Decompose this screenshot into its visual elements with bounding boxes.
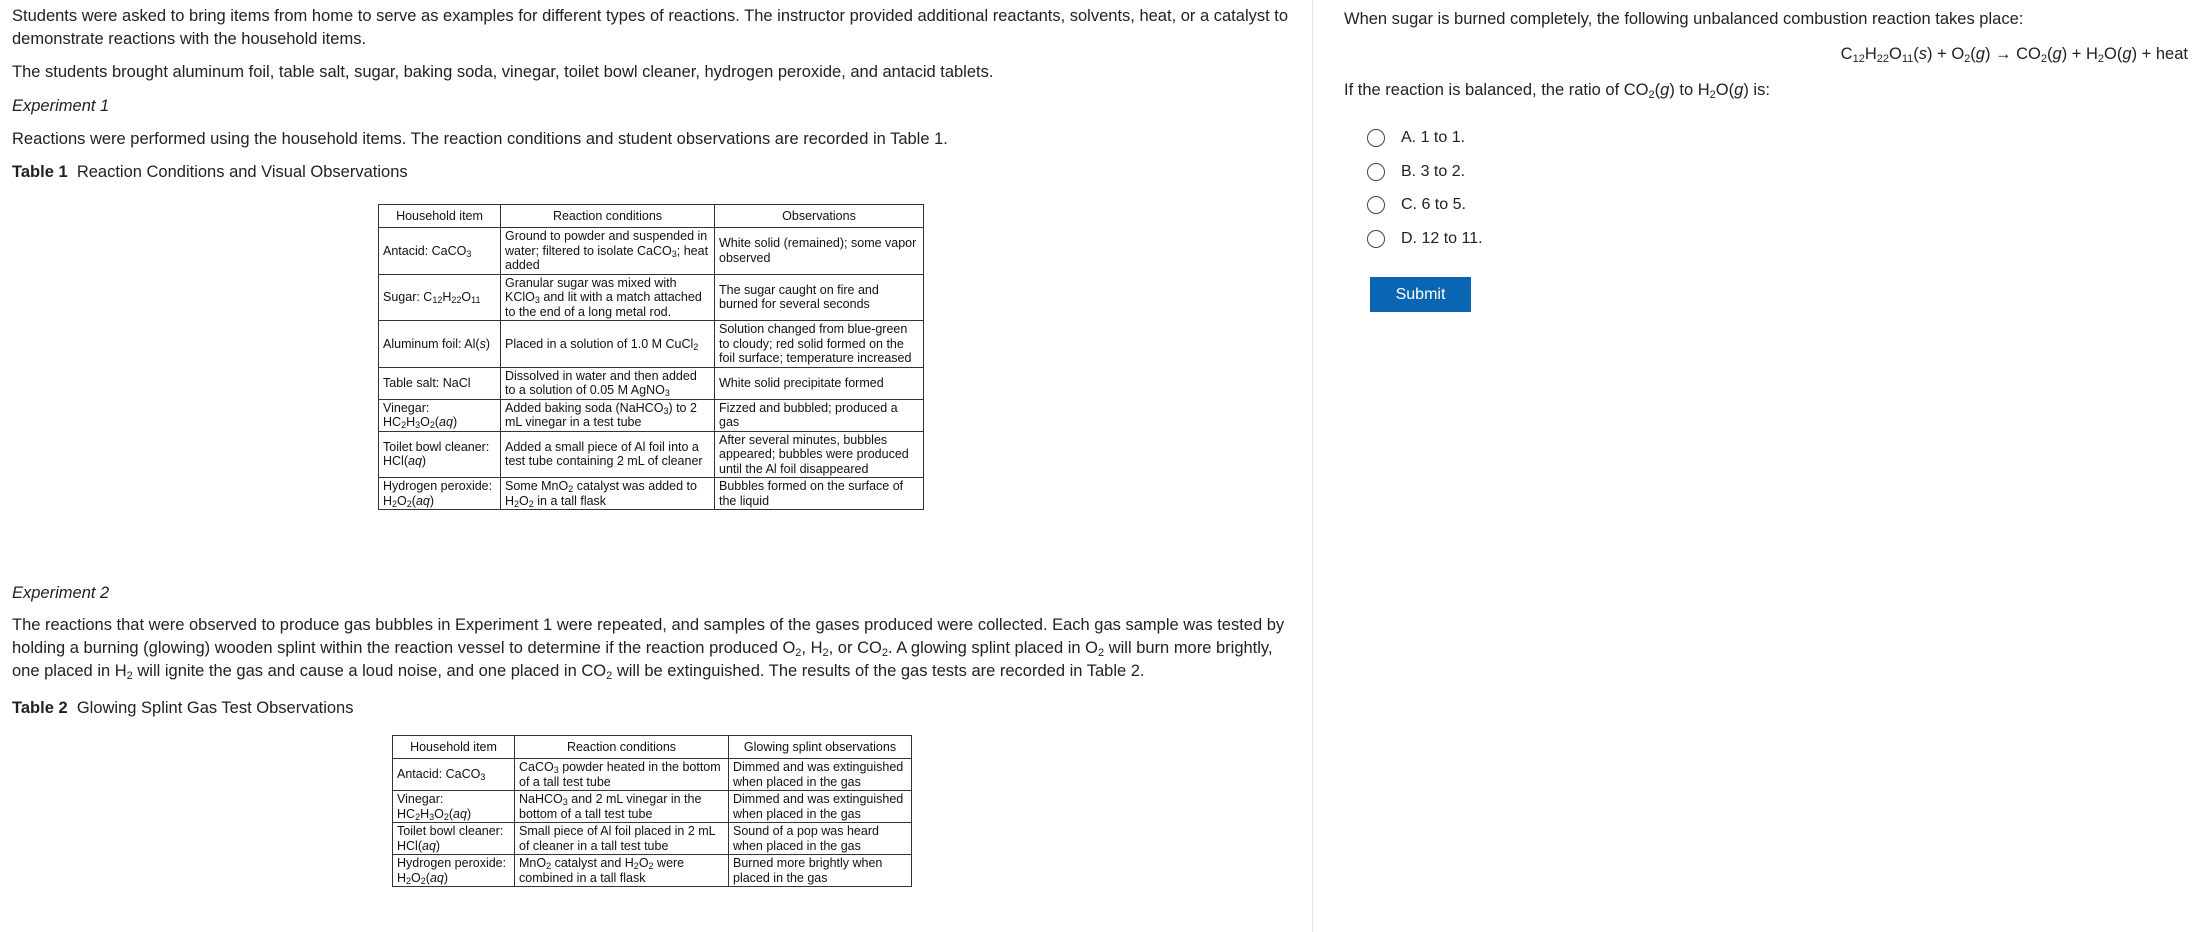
table1-cell-conditions: Dissolved in water and then added to a solution of 0.05 M AgNO$_3$ (501, 367, 715, 399)
table-1-title: Reaction Conditions and Visual Observations (76, 163, 408, 181)
table2-cell-item: Antacid: CaCO$_3$ (393, 759, 515, 791)
table2-cell-conditions: CaCO$_3$ powder heated in the bottom of a tall test tube (515, 759, 729, 791)
radio-button-a[interactable] (1367, 129, 1385, 147)
table1-row (379, 321, 924, 368)
exp2-text-part: The reactions that were observed to produce gas bubbles in Experiment 1 were repeated, and samples of the gases produced were collected. Each gas sample was tested by holding a burning (glowing) wooden splint within the reaction vessel to determine if the reaction produced O (12, 616, 1285, 657)
table1-cell-conditions: Added a small piece of Al foil into a test tube containing 2 mL of cleaner (501, 431, 715, 478)
table1-cell-observations: Solution changed from blue-green to cloudy; red solid formed on the foil surface; temperature increased (715, 321, 924, 368)
table-1-header-item: Household item (379, 205, 501, 228)
table2-cell-conditions: Small piece of Al foil placed in 2 mL of cleaner in a tall test tube (515, 823, 729, 855)
exp2-text-part: . A glowing splint placed in O (887, 639, 1098, 657)
table-2-header-observations: Glowing splint observations (729, 736, 912, 759)
option-a-letter: A. (1401, 129, 1417, 146)
answer-option-c[interactable] (1367, 193, 1466, 217)
table1-row (379, 367, 924, 399)
table1-cell-item: Toilet bowl cleaner: HCl(aq) (379, 431, 501, 478)
table1-row (379, 478, 924, 510)
table-2-header-row (393, 736, 912, 759)
option-c-text: 6 to 5. (1421, 196, 1466, 213)
option-b-text: 3 to 2. (1420, 163, 1466, 180)
experiment-1-heading: Experiment 1 (12, 97, 110, 115)
table1-cell-item: Vinegar: $HC_2H_3O_2(aq)$ (379, 399, 501, 431)
exp2-text-part: will ignite the gas and cause a loud noise, and one placed in CO (132, 662, 607, 680)
answer-option-a[interactable] (1367, 126, 1465, 150)
table1-cell-observations: White solid precipitate formed (715, 367, 924, 399)
exp2-text-part: will burn more brightly, one placed in H (12, 639, 1273, 680)
table1-cell-conditions: Granular sugar was mixed with KClO$_3$ and lit with a match attached to the end of a long metal rod. (501, 274, 715, 321)
subscript: 2 (1098, 647, 1105, 659)
table1-cell-conditions: Added baking soda (NaHCO$_3$) to 2 mL vinegar in a test tube (501, 399, 715, 431)
table-1-caption (12, 161, 1302, 184)
option-d-letter: D. (1401, 230, 1417, 247)
answer-option-d[interactable] (1367, 227, 1483, 251)
table-2-header-conditions: Reaction conditions (515, 736, 729, 759)
combustion-equation: $C_{12}H_{22}O_{11}(s) + O_2(g) \to CO_2(g) + H_2O(g)$ + heat (1840, 45, 2188, 65)
question-prompt: If the reaction is balanced, the ratio of $CO_2(g)$ to $H_2O(g)$ is: (1344, 81, 1770, 101)
table2-row (393, 855, 912, 887)
table-2-title: Glowing Splint Gas Test Observations (76, 699, 354, 717)
table2-cell-observations: Sound of a pop was heard when placed in the gas (729, 823, 912, 855)
table1-cell-item: Aluminum foil: Al(s) (379, 321, 501, 368)
table1-row (379, 399, 924, 431)
table1-cell-item: Sugar: $C_{12}H_{22}O_{11}$ (379, 274, 501, 321)
table2-cell-conditions: NaHCO$_3$ and 2 mL vinegar in the bottom of a tall test tube (515, 791, 729, 823)
table2-cell-item: Toilet bowl cleaner: HCl(aq) (393, 823, 515, 855)
table1-cell-observations: After several minutes, bubbles appeared; bubbles were produced until the Al foil disappeared (715, 431, 924, 478)
table-2-caption (12, 697, 1302, 720)
table1-cell-conditions: Ground to powder and suspended in water; filtered to isolate CaCO$_3$; heat added (501, 228, 715, 275)
table2-cell-observations: Dimmed and was extinguished when placed in the gas (729, 791, 912, 823)
exp2-text-part: will be extinguished. The results of the gas tests are recorded in Table 2. (612, 662, 1145, 680)
subscript: 2 (606, 670, 613, 682)
table2-row (393, 759, 912, 791)
subscript: 2 (795, 647, 802, 659)
table-2 (392, 735, 912, 887)
table1-cell-item: Hydrogen peroxide: $H_2O_2(aq)$ (379, 478, 501, 510)
table2-cell-item: Hydrogen peroxide: $H_2O_2(aq)$ (393, 855, 515, 887)
table1-cell-conditions: Some MnO$_2$ catalyst was added to $H_2O_2$ in a tall flask (501, 478, 715, 510)
option-c-letter: C. (1401, 196, 1417, 213)
table2-cell-conditions: MnO$_2$ catalyst and $H_2O_2$ were combined in a tall flask (515, 855, 729, 887)
subscript: 2 (126, 670, 133, 682)
table2-row (393, 823, 912, 855)
table1-row (379, 274, 924, 321)
table1-cell-item: Table salt: NaCl (379, 367, 501, 399)
radio-button-d[interactable] (1367, 230, 1385, 248)
subscript: 2 (822, 647, 829, 659)
table2-cell-item: Vinegar: $HC_2H_3O_2(aq)$ (393, 791, 515, 823)
question-pane (1314, 0, 2212, 932)
question-stem: When sugar is burned completely, the following unbalanced combustion reaction takes place: (1344, 10, 2024, 28)
table2-cell-observations: Burned more brightly when placed in the gas (729, 855, 912, 887)
table1-cell-observations: The sugar caught on fire and burned for several seconds (715, 274, 924, 321)
table1-cell-observations: White solid (remained); some vapor observed (715, 228, 924, 275)
exp2-text-part: , H (801, 639, 823, 657)
experiment-2-text (12, 614, 1302, 683)
radio-button-b[interactable] (1367, 163, 1385, 181)
table-1-header-observations: Observations (715, 205, 924, 228)
table2-cell-observations: Dimmed and was extinguished when placed in the gas (729, 759, 912, 791)
option-d-text: 12 to 11. (1421, 230, 1483, 247)
table1-row (379, 431, 924, 478)
exp2-text-part: , or CO (828, 639, 882, 657)
table1-row (379, 228, 924, 275)
submit-button[interactable]: Submit (1370, 277, 1471, 312)
table2-row (393, 791, 912, 823)
table-2-header-item: Household item (393, 736, 515, 759)
intro-paragraph-2: The students brought aluminum foil, table salt, sugar, baking soda, vinegar, toilet bowl cleaner, hydrogen peroxide, and antacid tablets. (12, 63, 994, 81)
answer-option-b[interactable] (1367, 160, 1465, 184)
table1-cell-item: Antacid: CaCO$_3$ (379, 228, 501, 275)
table-1-label: Table 1 (12, 163, 68, 181)
table-2-label: Table 2 (12, 699, 68, 717)
option-a-text: 1 to 1. (1420, 129, 1466, 146)
intro-paragraph-1: Students were asked to bring items from home to serve as examples for different types of reactions. The instructor provided additional reactants, solvents, heat, or a catalyst to demonstrate reactions with the household items. (12, 7, 1289, 48)
table1-cell-conditions: Placed in a solution of 1.0 M CuCl$_2$ (501, 321, 715, 368)
radio-button-c[interactable] (1367, 196, 1385, 214)
table1-cell-observations: Bubbles formed on the surface of the liquid (715, 478, 924, 510)
table-1 (378, 204, 924, 510)
experiment-1-text: Reactions were performed using the household items. The reaction conditions and student observations are recorded in Table 1. (12, 130, 948, 148)
table1-cell-observations: Fizzed and bubbled; produced a gas (715, 399, 924, 431)
experiment-2-heading: Experiment 2 (12, 584, 110, 602)
table-1-header-conditions: Reaction conditions (501, 205, 715, 228)
table-1-header-row (379, 205, 924, 228)
subscript: 2 (881, 647, 888, 659)
option-b-letter: B. (1401, 163, 1417, 180)
